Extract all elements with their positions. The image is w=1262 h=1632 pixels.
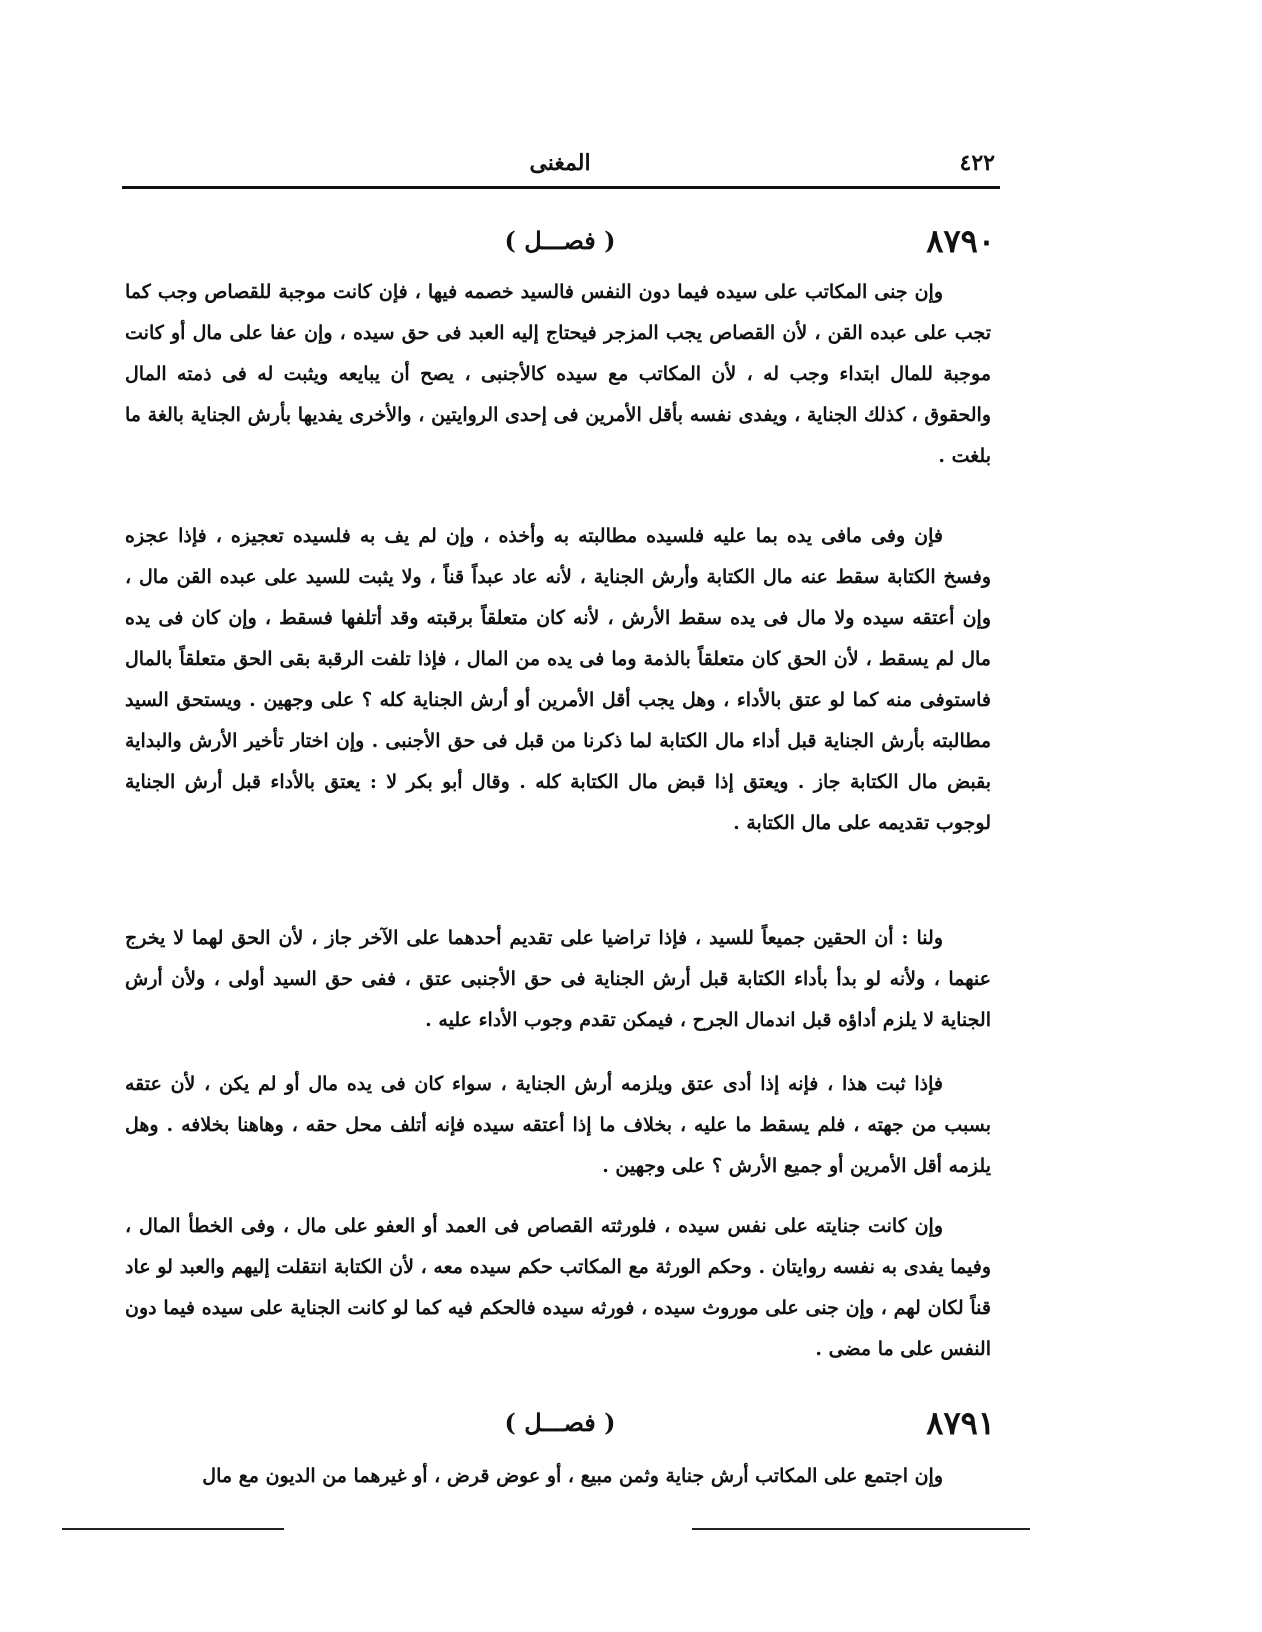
paragraph-6: وإن اجتمع على المكاتب أرش جناية وثمن مبيع ، أو عوض قرض ، أو غيرهما من الديون مع مال xyxy=(202,1465,943,1487)
section-number: ٨٧٩١ xyxy=(926,1404,995,1442)
section-heading-8791 xyxy=(125,1404,995,1450)
header-rule xyxy=(122,186,1000,189)
paragraph-4: فإذا ثبت هذا ، فإنه إذا أدى عتق ويلزمه أرش الجناية ، سواء كان فى يده مال أو لم يكن ، لأن عتقه بسبب من جهته ، فلم يسقط ما عليه ، بخلاف ما إذا أعتقه سيده فإنه أتلف محل حقه ، وهاهنا بخلافه . وهل يلزمه أقل الأمرين أو جميع الأرش ؟ على وجهين . xyxy=(125,1073,991,1177)
paragraph-2: فإن وفى مافى يده بما عليه فلسيده مطالبته به وأخذه ، وإن لم يف به فلسيده تعجيزه ، فإذا عجزه وفسخ الكتابة سقط عنه مال الكتابة وأرش الجناية ، لأنه عاد عبداً قناً ، ولا يثبت للسيد على عبده القن مال ، وإن أعتقه سيده ولا مال فى يده سقط الأرش ، لأنه كان متعلقاً برقبته وقد أتلفها فسقط ، وإن كان فى يده مال لم يسقط ، لأن الحق كان متعلقاً بالذمة وما فى يده من المال ، فإذا تلفت الرقبة بقى الحق متعلقاً بالمال فاستوفى منه كما لو عتق بالأداء ، وهل يجب أقل الأمرين أو أرش الجناية كله ؟ على وجهين . ويستحق السيد مطالبته بأرش الجناية قبل أداء مال الكتابة لما ذكرنا من قبل فى حق الأجنبى . وإن اختار تأخير الأرش والبداية بقبض مال الكتابة جاز . ويعتق إذا قبض مال الكتابة كله . وقال أبو بكر لا : يعتق بالأداء قبل أرش الجناية لوجوب تقديمه على مال الكتابة . xyxy=(125,525,991,834)
footnote-rule-left xyxy=(62,1528,284,1530)
footnote-rule-right xyxy=(692,1528,1030,1530)
page-number: ٤٢٢ xyxy=(959,150,995,176)
paragraph-5: وإن كانت جنايته على نفس سيده ، فلورثته القصاص فى العمد أو العفو على مال ، وفى الخطأ المال ، وفيما يفدى به نفسه روايتان . وحكم الورثة مع المكاتب حكم سيده معه ، لأن الكتابة انتقلت إليهم والعبد لو عاد قناً لكان لهم ، وإن جنى على موروث سيده ، فورثه سيده فالحكم فيه كما لو كانت الجناية على سيده فيما دون النفس على ما مضى . xyxy=(125,1215,991,1360)
paragraph-3: ولنا : أن الحقين جميعاً للسيد ، فإذا تراضيا على تقديم أحدهما على الآخر جاز ، لأن الحق لهما لا يخرج عنهما ، ولأنه لو بدأ بأداء الكتابة قبل أرش الجناية فى حق الأجنبى عتق ، ففى حق السيد أولى ، ولأن أرش الجناية لا يلزم أداؤه قبل اندمال الجرح ، فيمكن تقدم وجوب الأداء عليه . xyxy=(125,927,991,1031)
paragraph-1: وإن جنى المكاتب على سيده فيما دون النفس فالسيد خصمه فيها ، فإن كانت موجبة للقصاص وجب كما تجب على عبده القن ، لأن القصاص يجب المزجر فيحتاج إليه العبد فى حق سيده ، وإن عفا على مال أو كانت موجبة للمال ابتداء وجب له ، لأن المكاتب مع سيده كالأجنبى ، يصح أن يبايعه ويثبت له فى ذمته المال والحقوق ، كذلك الجناية ، ويفدى نفسه بأقل الأمرين فى إحدى الروايتين ، والأخرى يفديها بأرش الجناية بالغة ما بلغت . xyxy=(125,281,991,467)
section-title: ( فصـــل ) xyxy=(504,226,616,255)
section-title: ( فصـــل ) xyxy=(504,1408,616,1437)
section-heading-8790 xyxy=(125,222,995,268)
running-header xyxy=(125,150,995,186)
section-number: ٨٧٩٠ xyxy=(926,222,995,260)
book-title: المغنى xyxy=(529,150,591,176)
